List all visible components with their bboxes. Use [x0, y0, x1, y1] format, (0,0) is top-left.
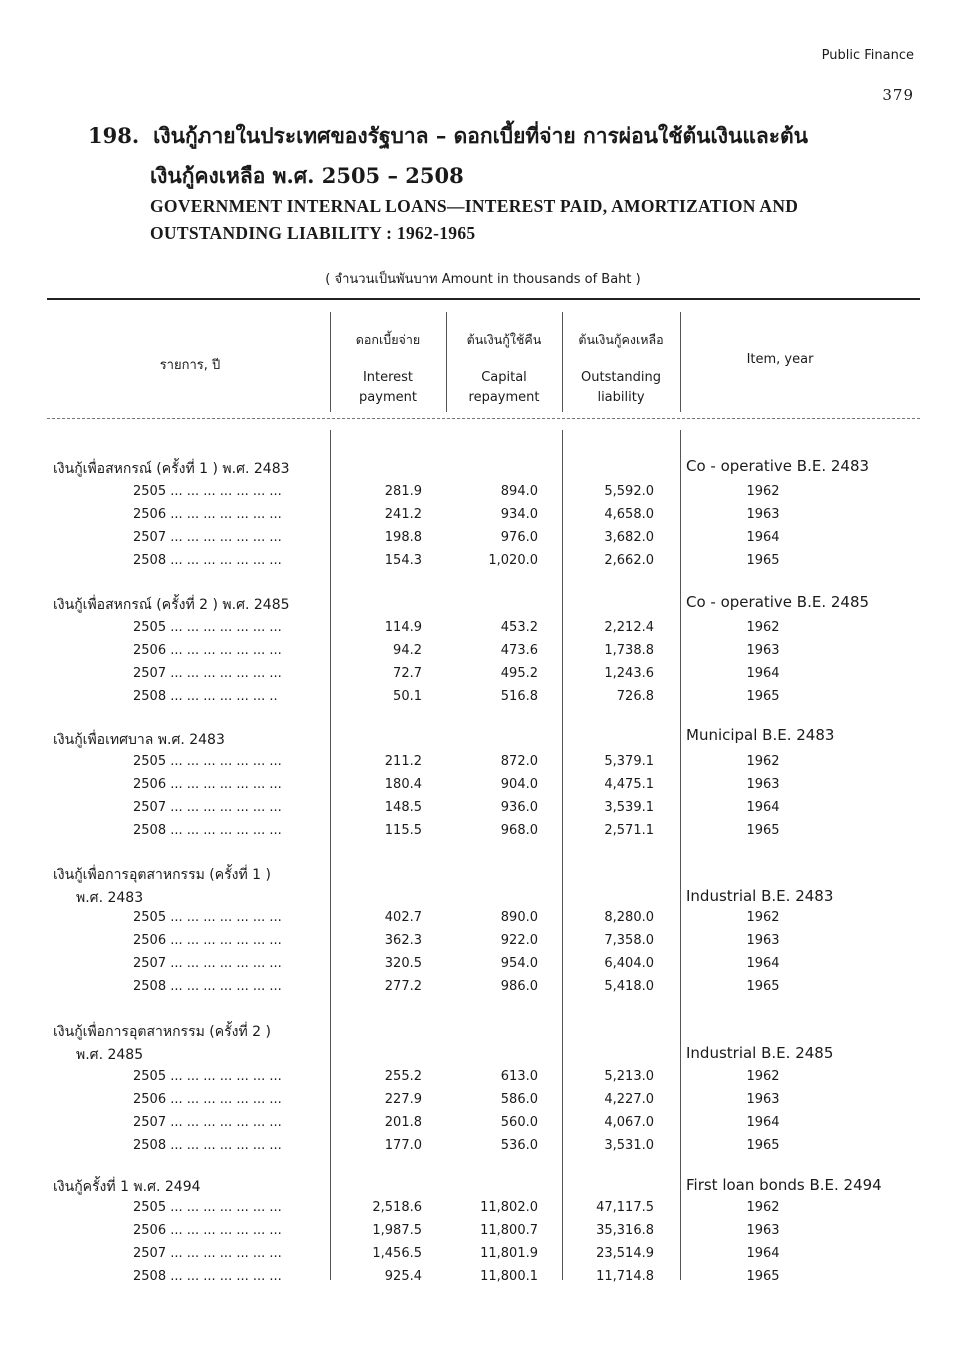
table-row	[0, 643, 966, 665]
table-title	[88, 120, 908, 246]
header-item-thai: รายการ, ปี	[159, 358, 221, 373]
year-english: 1962	[746, 620, 780, 635]
interest-value: 114.9	[384, 620, 422, 635]
outstanding-value: 5,592.0	[604, 484, 654, 499]
interest-value: 255.2	[384, 1069, 422, 1084]
column-divider	[446, 312, 447, 412]
column-divider	[680, 312, 681, 412]
outstanding-value: 726.8	[616, 689, 654, 704]
capital-value: 11,801.9	[480, 1246, 538, 1261]
outstanding-value: 1,243.6	[604, 666, 654, 681]
interest-value: 320.5	[384, 956, 422, 971]
header-outstanding-en-2: liability	[597, 390, 645, 405]
table-row	[0, 1138, 966, 1160]
group-title-english: Municipal B.E. 2483	[686, 726, 835, 744]
capital-value: 976.0	[500, 530, 538, 545]
year-thai: 2506 ... ... ... ... ... ... ...	[133, 1223, 282, 1238]
capital-value: 922.0	[500, 933, 538, 948]
header-capital-en-2: repayment	[468, 390, 540, 405]
outstanding-value: 35,316.8	[596, 1223, 654, 1238]
year-thai: 2505 ... ... ... ... ... ... ...	[133, 754, 282, 769]
interest-value: 180.4	[384, 777, 422, 792]
table-row	[0, 956, 966, 978]
header-interest-thai: ดอกเบี้ยจ่าย	[355, 332, 421, 347]
year-thai: 2508 ... ... ... ... ... ... ...	[133, 823, 282, 838]
group-title-thai: เงินกู้เพื่อการอุตสาหกรรม (ครั้งที่ 2 )	[53, 1024, 271, 1040]
table-row	[0, 666, 966, 688]
capital-value: 613.0	[500, 1069, 538, 1084]
capital-value: 453.2	[500, 620, 538, 635]
title-english-line-1: GOVERNMENT INTERNAL LOANS—INTEREST PAID, AMORTIZATION AND	[150, 196, 799, 216]
outstanding-value: 5,213.0	[604, 1069, 654, 1084]
capital-value: 934.0	[500, 507, 538, 522]
year-thai: 2506 ... ... ... ... ... ... ...	[133, 777, 282, 792]
capital-value: 586.0	[500, 1092, 538, 1107]
year-english: 1963	[746, 643, 780, 658]
capital-value: 516.8	[500, 689, 538, 704]
header-outstanding	[566, 330, 676, 408]
outstanding-value: 47,117.5	[596, 1200, 654, 1215]
year-thai: 2507 ... ... ... ... ... ... ...	[133, 800, 282, 815]
outstanding-value: 4,067.0	[604, 1115, 654, 1130]
capital-value: 986.0	[500, 979, 538, 994]
table-row	[0, 910, 966, 932]
column-divider	[330, 312, 331, 412]
interest-value: 50.1	[393, 689, 422, 704]
year-english: 1965	[746, 979, 780, 994]
interest-value: 362.3	[384, 933, 422, 948]
interest-value: 925.4	[384, 1269, 422, 1284]
interest-value: 241.2	[384, 507, 422, 522]
table-row	[0, 689, 966, 711]
table-row	[0, 1269, 966, 1291]
table-number: 198.	[88, 123, 140, 148]
interest-value: 72.7	[393, 666, 422, 681]
year-english: 1962	[746, 910, 780, 925]
capital-value: 872.0	[500, 754, 538, 769]
outstanding-value: 3,539.1	[604, 800, 654, 815]
interest-value: 2,518.6	[372, 1200, 422, 1215]
group-title-thai: เงินกู้เพื่อเทศบาล พ.ศ. 2483	[53, 732, 225, 748]
capital-value: 11,800.1	[480, 1269, 538, 1284]
year-thai: 2507 ... ... ... ... ... ... ...	[133, 530, 282, 545]
year-english: 1962	[746, 1200, 780, 1215]
outstanding-value: 4,658.0	[604, 507, 654, 522]
header-interest-en-2: payment	[359, 390, 417, 405]
year-english: 1963	[746, 1223, 780, 1238]
year-english: 1965	[746, 553, 780, 568]
outstanding-value: 3,531.0	[604, 1138, 654, 1153]
group-title-thai: เงินกู้เพื่อสหกรณ์ (ครั้งที่ 1 ) พ.ศ. 2483	[53, 461, 290, 477]
capital-value: 11,800.7	[480, 1223, 538, 1238]
year-thai: 2508 ... ... ... ... ... ... ...	[133, 553, 282, 568]
title-english-line-2: OUTSTANDING LIABILITY : 1962-1965	[150, 223, 476, 243]
outstanding-value: 2,212.4	[604, 620, 654, 635]
outstanding-value: 3,682.0	[604, 530, 654, 545]
year-thai: 2505 ... ... ... ... ... ... ...	[133, 484, 282, 499]
interest-value: 154.3	[384, 553, 422, 568]
group-title-english: Industrial B.E. 2483	[686, 887, 834, 905]
interest-value: 94.2	[393, 643, 422, 658]
group-title-thai: เงินกู้ครั้งที่ 1 พ.ศ. 2494	[53, 1179, 201, 1195]
title-thai-text-1: เงินกู้ภายในประเทศของรัฐบาล – ดอกเบี้ยที่จ่าย การผ่อนใช้ต้นเงินและต้น	[153, 123, 809, 148]
table-row	[0, 507, 966, 529]
capital-value: 954.0	[500, 956, 538, 971]
header-outstanding-en-1: Outstanding	[581, 370, 661, 385]
capital-value: 536.0	[500, 1138, 538, 1153]
year-thai: 2507 ... ... ... ... ... ... ...	[133, 956, 282, 971]
group-title-english: Co - operative B.E. 2485	[686, 593, 870, 611]
year-english: 1962	[746, 484, 780, 499]
header-interest-en-1: Interest	[362, 370, 414, 385]
table-row	[0, 754, 966, 776]
header-interest	[336, 330, 440, 408]
year-english: 1965	[746, 823, 780, 838]
table-row	[0, 823, 966, 845]
table-row	[0, 553, 966, 575]
year-english: 1963	[746, 1092, 780, 1107]
header-capital	[450, 330, 558, 408]
outstanding-value: 2,571.1	[604, 823, 654, 838]
capital-value: 968.0	[500, 823, 538, 838]
interest-value: 402.7	[384, 910, 422, 925]
capital-value: 1,020.0	[488, 553, 538, 568]
year-english: 1965	[746, 689, 780, 704]
table-row	[0, 1092, 966, 1114]
year-english: 1964	[746, 666, 780, 681]
year-thai: 2505 ... ... ... ... ... ... ...	[133, 910, 282, 925]
page-number: 379	[882, 86, 914, 104]
capital-value: 890.0	[500, 910, 538, 925]
capital-value: 904.0	[500, 777, 538, 792]
table-row	[0, 530, 966, 552]
year-thai: 2505 ... ... ... ... ... ... ...	[133, 1069, 282, 1084]
year-english: 1963	[746, 507, 780, 522]
outstanding-value: 8,280.0	[604, 910, 654, 925]
year-thai: 2507 ... ... ... ... ... ... ...	[133, 1115, 282, 1130]
year-english: 1962	[746, 754, 780, 769]
column-divider	[562, 312, 563, 412]
year-thai: 2505 ... ... ... ... ... ... ...	[133, 1200, 282, 1215]
table-row	[0, 1246, 966, 1268]
table-row	[0, 1223, 966, 1245]
year-thai: 2506 ... ... ... ... ... ... ...	[133, 643, 282, 658]
interest-value: 277.2	[384, 979, 422, 994]
year-thai: 2508 ... ... ... ... ... ... ..	[133, 689, 278, 704]
interest-value: 211.2	[384, 754, 422, 769]
year-english: 1965	[746, 1269, 780, 1284]
outstanding-value: 23,514.9	[596, 1246, 654, 1261]
interest-value: 198.8	[384, 530, 422, 545]
capital-value: 894.0	[500, 484, 538, 499]
group-title-english: Industrial B.E. 2485	[686, 1044, 834, 1062]
year-english: 1964	[746, 1246, 780, 1261]
year-english: 1963	[746, 777, 780, 792]
year-english: 1964	[746, 800, 780, 815]
group-title-thai: เงินกู้เพื่อการอุตสาหกรรม (ครั้งที่ 1 )	[53, 867, 271, 883]
outstanding-value: 4,475.1	[604, 777, 654, 792]
outstanding-value: 4,227.0	[604, 1092, 654, 1107]
capital-value: 473.6	[500, 643, 538, 658]
header-bottom-rule	[47, 418, 920, 419]
year-thai: 2505 ... ... ... ... ... ... ...	[133, 620, 282, 635]
outstanding-value: 11,714.8	[596, 1269, 654, 1284]
group-title-thai-line-2: พ.ศ. 2485	[76, 1047, 144, 1063]
header-item-english: Item, year	[746, 352, 814, 367]
interest-value: 148.5	[384, 800, 422, 815]
year-thai: 2507 ... ... ... ... ... ... ...	[133, 666, 282, 681]
table-row	[0, 933, 966, 955]
group-title-english: First loan bonds B.E. 2494	[686, 1176, 882, 1194]
table-row	[0, 1200, 966, 1222]
unit-note: ( จำนวนเป็นพันบาท Amount in thousands of Baht )	[325, 272, 641, 287]
year-english: 1963	[746, 933, 780, 948]
year-thai: 2508 ... ... ... ... ... ... ...	[133, 1138, 282, 1153]
interest-value: 201.8	[384, 1115, 422, 1130]
capital-value: 495.2	[500, 666, 538, 681]
capital-value: 11,802.0	[480, 1200, 538, 1215]
table-row	[0, 1069, 966, 1091]
group-title-english: Co - operative B.E. 2483	[686, 457, 870, 475]
table-row	[0, 1115, 966, 1137]
capital-value: 560.0	[500, 1115, 538, 1130]
year-thai: 2506 ... ... ... ... ... ... ...	[133, 933, 282, 948]
year-thai: 2508 ... ... ... ... ... ... ...	[133, 1269, 282, 1284]
group-title-thai-line-2: พ.ศ. 2483	[76, 890, 144, 906]
header-outstanding-thai: ต้นเงินกู้คงเหลือ	[578, 332, 664, 347]
outstanding-value: 5,418.0	[604, 979, 654, 994]
year-english: 1964	[746, 956, 780, 971]
year-english: 1965	[746, 1138, 780, 1153]
table-top-rule	[47, 298, 920, 300]
outstanding-value: 6,404.0	[604, 956, 654, 971]
running-head: Public Finance	[821, 48, 914, 63]
table-row	[0, 979, 966, 1001]
title-thai-line-2: เงินกู้คงเหลือ พ.ศ. 2505 – 2508	[150, 163, 464, 188]
interest-value: 1,987.5	[372, 1223, 422, 1238]
year-thai: 2506 ... ... ... ... ... ... ...	[133, 507, 282, 522]
year-thai: 2508 ... ... ... ... ... ... ...	[133, 979, 282, 994]
table-row	[0, 484, 966, 506]
interest-value: 227.9	[384, 1092, 422, 1107]
year-english: 1962	[746, 1069, 780, 1084]
table-row	[0, 620, 966, 642]
capital-value: 936.0	[500, 800, 538, 815]
outstanding-value: 7,358.0	[604, 933, 654, 948]
table-row	[0, 800, 966, 822]
year-thai: 2506 ... ... ... ... ... ... ...	[133, 1092, 282, 1107]
interest-value: 177.0	[384, 1138, 422, 1153]
year-thai: 2507 ... ... ... ... ... ... ...	[133, 1246, 282, 1261]
year-english: 1964	[746, 1115, 780, 1130]
group-title-thai: เงินกู้เพื่อสหกรณ์ (ครั้งที่ 2 ) พ.ศ. 2485	[53, 597, 290, 613]
header-capital-thai: ต้นเงินกู้ใช้คืน	[466, 332, 542, 347]
year-english: 1964	[746, 530, 780, 545]
table-row	[0, 777, 966, 799]
outstanding-value: 2,662.0	[604, 553, 654, 568]
header-capital-en-1: Capital	[481, 370, 527, 385]
interest-value: 1,456.5	[372, 1246, 422, 1261]
interest-value: 115.5	[384, 823, 422, 838]
title-thai-line-1	[88, 120, 908, 152]
outstanding-value: 5,379.1	[604, 754, 654, 769]
outstanding-value: 1,738.8	[604, 643, 654, 658]
interest-value: 281.9	[384, 484, 422, 499]
